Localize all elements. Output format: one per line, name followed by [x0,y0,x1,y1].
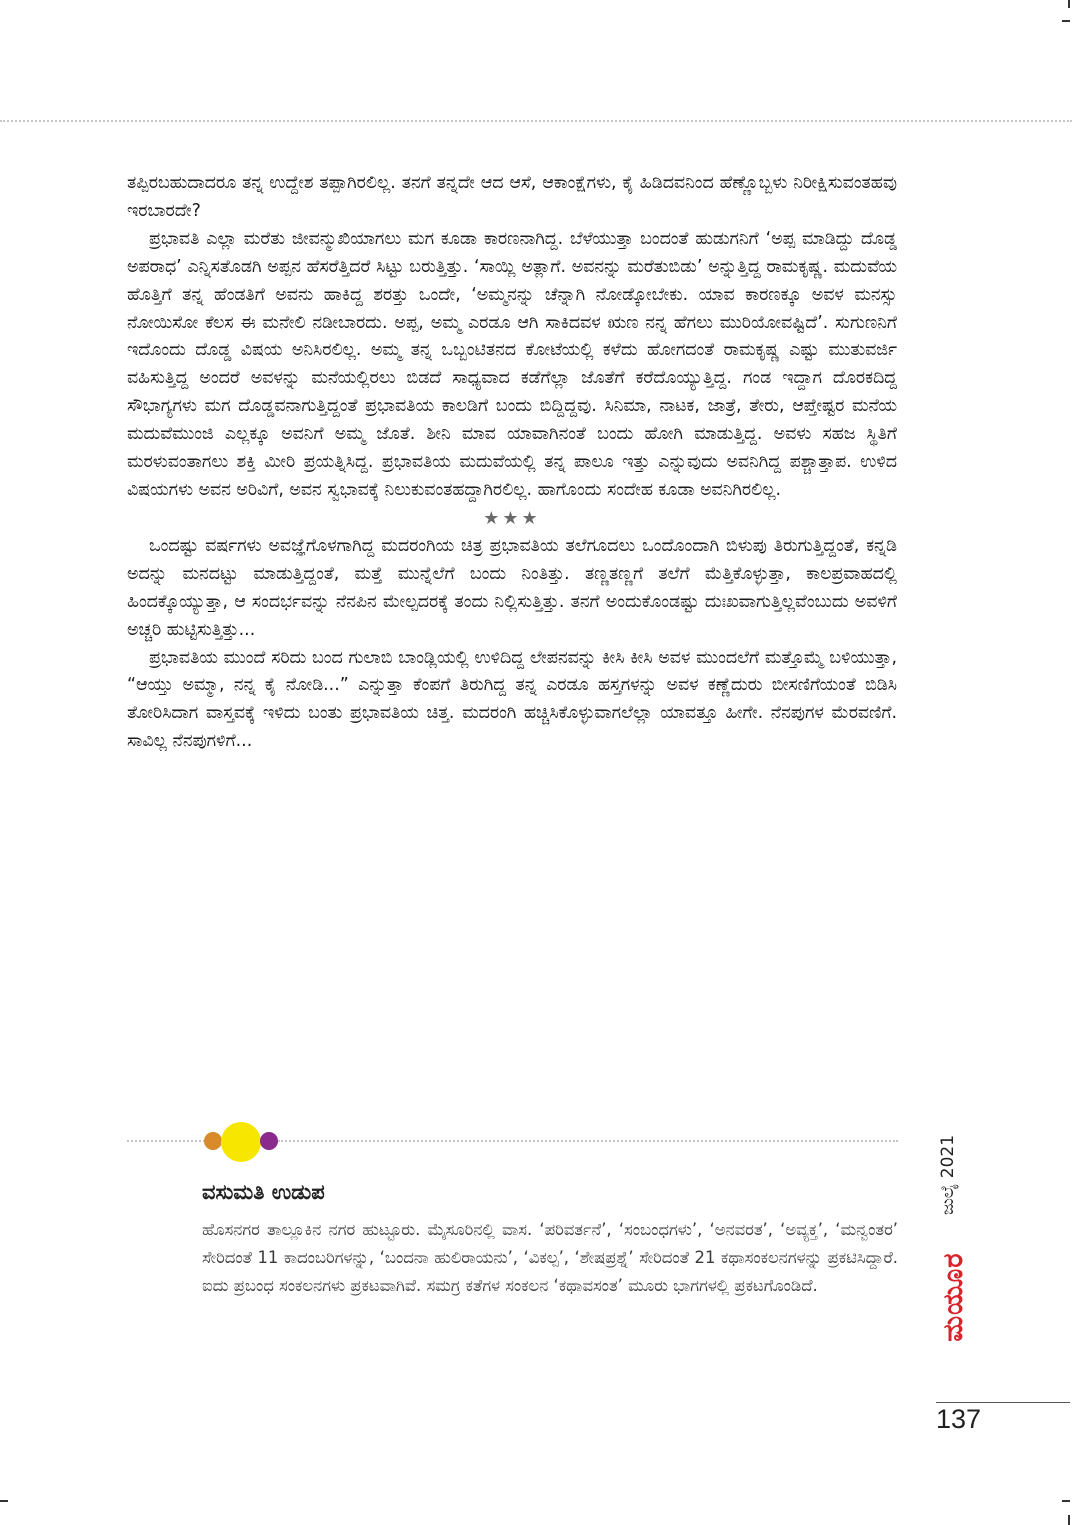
issue-date: ಜುಲೈ 2021 [938,1134,958,1216]
purple-dot-icon [260,1132,278,1150]
paragraph: ಪ್ರಭಾವತಿ ಎಲ್ಲಾ ಮರೆತು ಜೀವನ್ಮುಖಿಯಾಗಲು ಮಗ ಕೂಡಾ ಕಾರಣನಾಗಿದ್ದ. ಬೆಳೆಯುತ್ತಾ ಬಂದಂತೆ ಹುಡುಗನಿಗೆ ‘ಅಪ್ಪ ಮಾಡಿದ್ದು ದೊಡ್ಡ ಅಪರಾಧ’ ಎನ್ನಿಸತೊಡಗಿ ಅಪ್ಪನ ಹೆಸರೆತ್ತಿದರೆ ಸಿಟ್ಟು ಬರುತ್ತಿತ್ತು. ‘ಸಾಯ್ಲಿ ಅತ್ಲಾಗೆ. ಅವನನ್ನು ಮರೆತುಬಿಡು’ ಅನ್ನುತ್ತಿದ್ದ ರಾಮಕೃಷ್ಣ. ಮದುವೆಯ ಹೊತ್ತಿಗೆ ತನ್ನ ಹೆಂಡತಿಗೆ ಅವನು ಹಾಕಿದ್ದ ಶರತ್ತು ಒಂದೇ, ‘ಅಮ್ಮನನ್ನು ಚೆನ್ನಾಗಿ ನೋಡ್ಕೋಬೇಕು. ಯಾವ ಕಾರಣಕ್ಕೂ ಅವಳ ಮನಸ್ಸು ನೋಯಿಸೋ ಕೆಲಸ ಈ ಮನೇಲಿ ನಡೀಬಾರದು. ಅಪ್ಪ, ಅಮ್ಮ ಎರಡೂ ಆಗಿ ಸಾಕಿದವಳ ಋಣ ನನ್ನ ಹೆಗಲು ಮುರಿಯೋವಷ್ಟಿದೆ’. ಸುಗುಣನಿಗೆ ಇದೊಂದು ದೊಡ್ಡ ವಿಷಯ ಅನಿಸಿರಲಿಲ್ಲ. ಅಮ್ಮ ತನ್ನ ಒಬ್ಬಂಟಿತನದ ಕೋಟೆಯಲ್ಲಿ ಕಳೆದು ಹೋಗದಂತೆ ರಾಮಕೃಷ್ಣ ಎಷ್ಟು ಮುತುವರ್ಜಿ ವಹಿಸುತ್ತಿದ್ದ ಅಂದರೆ ಅವಳನ್ನು ಮನೆಯಲ್ಲಿರಲು ಬಿಡದೆ ಸಾಧ್ಯವಾದ ಕಡೆಗೆಲ್ಲಾ ಜೊತೆಗೆ ಕರೆದೊಯ್ಯುತ್ತಿದ್ದ. ಗಂಡ ಇದ್ದಾಗ ದೊರಕದಿದ್ದ ಸೌಭಾಗ್ಯಗಳು ಮಗ ದೊಡ್ಡವನಾಗುತ್ತಿದ್ದಂತೆ ಪ್ರಭಾವತಿಯ ಕಾಲಡಿಗೆ ಬಂದು ಬಿದ್ದಿದ್ದವು. ಸಿನಿಮಾ, ನಾಟಕ, ಜಾತ್ರೆ, ತೇರು, ಆಪ್ತೇಷ್ಟರ ಮನೆಯ ಮದುವೆಮುಂಜಿ ಎಲ್ಲಕ್ಕೂ ಅವನಿಗೆ ಅಮ್ಮ ಜೊತೆ. ಶೀನಿ ಮಾವ ಯಾವಾಗಿನಂತೆ ಬಂದು ಹೋಗಿ ಮಾಡುತ್ತಿದ್ದ. ಅವಳು ಸಹಜ ಸ್ಥಿತಿಗೆ ಮರಳುವಂತಾಗಲು ಶಕ್ತಿ ಮೀರಿ ಪ್ರಯತ್ನಿಸಿದ್ದ. ಪ್ರಭಾವತಿಯ ಮದುವೆಯಲ್ಲಿ ತನ್ನ ಪಾಲೂ ಇತ್ತು ಎನ್ನುವುದು ಅವನಿಗಿದ್ದ ಪಶ್ಚಾತ್ತಾಪ. ಉಳಿದ ವಿಷಯಗಳು ಅವನ ಅರಿವಿಗೆ, ಅವನ ಸ್ವಭಾವಕ್ಕೆ ನಿಲುಕುವಂತಹದ್ದಾಗಿರಲಿಲ್ಲ. ಹಾಗೊಂದು ಸಂದೇಹ ಕೂಡಾ ಅವನಿಗಿರಲಿಲ್ಲ. [127,228,897,500]
crop-mark-right-top [1062,20,1070,22]
magazine-side-label [938,1120,972,1380]
paragraph: ತಪ್ಪಿರಬಹುದಾದರೂ ತನ್ನ ಉದ್ದೇಶ ತಪ್ಪಾಗಿರಲಿಲ್ಲ. ತನಗೆ ತನ್ನದೇ ಆದ ಆಸೆ, ಆಕಾಂಕ್ಷೆಗಳು, ಕೈ ಹಿಡಿದವನಿಂದ ಹೆಣ್ಣೊಬ್ಬಳು ನಿರೀಕ್ಷಿಸುವಂತಹವು ಇರಬಾರದೇ? [127,173,897,221]
crop-mark-right-bottom [1062,1500,1070,1502]
author-separator-right [278,1140,898,1142]
article-body [127,170,897,756]
yellow-dot-icon [221,1122,261,1162]
page-number: 137 [936,1404,982,1434]
author-bio: ಹೊಸನಗರ ತಾಲ್ಲೂಕಿನ ನಗರ ಹುಟ್ಟೂರು. ಮೈಸೂರಿನಲ್ಲಿ ವಾಸ. ‘ಪರಿವರ್ತನೆ’, ‘ಸಂಬಂಧಗಳು’, ‘ಅನವರತ’, ‘ಅವ್ಯಕ್ತ’, ‘ಮನ್ವಂತರ’ ಸೇರಿದಂತೆ 11 ಕಾದಂಬರಿಗಳನ್ನು, ‘ಬಂದನಾ ಹುಲಿರಾಯನು’, ‘ವಿಕಲ್ಪ’, ‘ಶೇಷಪ್ರಶ್ನೆ’ ಸೇರಿದಂತೆ 21 ಕಥಾಸಂಕಲನಗಳನ್ನು ಪ್ರಕಟಿಸಿದ್ದಾರೆ. ಐದು ಪ್ರಬಂಧ ಸಂಕಲನಗಳು ಪ್ರಕಟವಾಗಿವೆ. ಸಮಗ್ರ ಕತೆಗಳ ಸಂಕಲನ ‘ಕಥಾವಸಂತ’ ಮೂರು ಭಾಗಗಳಲ್ಲಿ ಪ್ರಕಟಗೊಂಡಿದೆ. [202,1220,898,1295]
magazine-logo: ಮಯೂರ [938,1252,969,1342]
author-name: ವಸುಮತಿ ಉಡುಪ [202,1180,325,1204]
page-number-rule [936,1402,1070,1403]
crop-mark-top [1068,0,1070,8]
paragraph: ಪ್ರಭಾವತಿಯ ಮುಂದೆ ಸರಿದು ಬಂದ ಗುಲಾಬಿ ಬಾಂಡ್ಲಿಯಲ್ಲಿ ಉಳಿದಿದ್ದ ಲೇಪನವನ್ನು ಕೀಸಿ ಕೀಸಿ ಅವಳ ಮುಂದಲೆಗೆ ಮತ್ತೊಮ್ಮೆ ಬಳಿಯುತ್ತಾ, “ಆಯ್ತು ಅಮ್ಮಾ, ನನ್ನ ಕೈ ನೋಡಿ...” ಎನ್ನುತ್ತಾ ಕೆಂಪಗೆ ತಿರುಗಿದ್ದ ತನ್ನ ಎರಡೂ ಹಸ್ತಗಳನ್ನು ಅವಳ ಕಣ್ಣೆದುರು ಬೀಸಣಿಗೆಯಂತೆ ಬಿಡಿಸಿ ತೋರಿಸಿದಾಗ ವಾಸ್ತವಕ್ಕೆ ಇಳಿದು ಬಂತು ಪ್ರಭಾವತಿಯ ಚಿತ್ತ. ಮದರಂಗಿ ಹಚ್ಚಿಸಿಕೊಳ್ಳುವಾಗಲೆಲ್ಲಾ ಯಾವತ್ತೂ ಹೀಗೇ. ನೆನಪುಗಳ ಮೆರವಣಿಗೆ. ಸಾವಿಲ್ಲ ನೆನಪುಗಳಿಗೆ... [127,647,897,752]
crop-mark-bottom [1068,1515,1070,1525]
crop-mark-left-bottom [0,1500,8,1502]
paragraph: ಒಂದಷ್ಟು ವರ್ಷಗಳು ಅವಜ್ಞೆಗೊಳಗಾಗಿದ್ದ ಮದರಂಗಿಯ ಚಿತ್ರ ಪ್ರಭಾವತಿಯ ತಲೆಗೂದಲು ಒಂದೊಂದಾಗಿ ಬಿಳುಪು ತಿರುಗುತ್ತಿದ್ದಂತೆ, ಕನ್ನಡಿ ಅದನ್ನು ಮನದಟ್ಟು ಮಾಡುತ್ತಿದ್ದಂತೆ, ಮತ್ತೆ ಮುನ್ನೆಲೆಗೆ ಬಂದು ನಿಂತಿತ್ತು. ತಣ್ಣತಣ್ಣಗೆ ತಲೆಗೆ ಮೆತ್ತಿಕೊಳ್ಳುತ್ತಾ, ಕಾಲಪ್ರವಾಹದಲ್ಲಿ ಹಿಂದಕ್ಕೊಯ್ಯುತ್ತಾ, ಆ ಸಂದರ್ಭವನ್ನು ನೆನಪಿನ ಮೇಲ್ಪದರಕ್ಕೆ ತಂದು ನಿಲ್ಲಿಸುತ್ತಿತ್ತು. ತನಗೆ ಅಂದುಕೊಂಡಷ್ಟು ದುಃಖವಾಗುತ್ತಿಲ್ಲವೆಂಬುದು ಅವಳಿಗೆ ಅಚ್ಚರಿ ಹುಟ್ಟಿಸುತ್ತಿತ್ತು... [127,535,897,640]
orange-dot-icon [204,1132,222,1150]
author-separator-left [127,1140,205,1142]
section-break: ★★★ [483,507,541,529]
top-dotted-rule [0,120,1072,122]
